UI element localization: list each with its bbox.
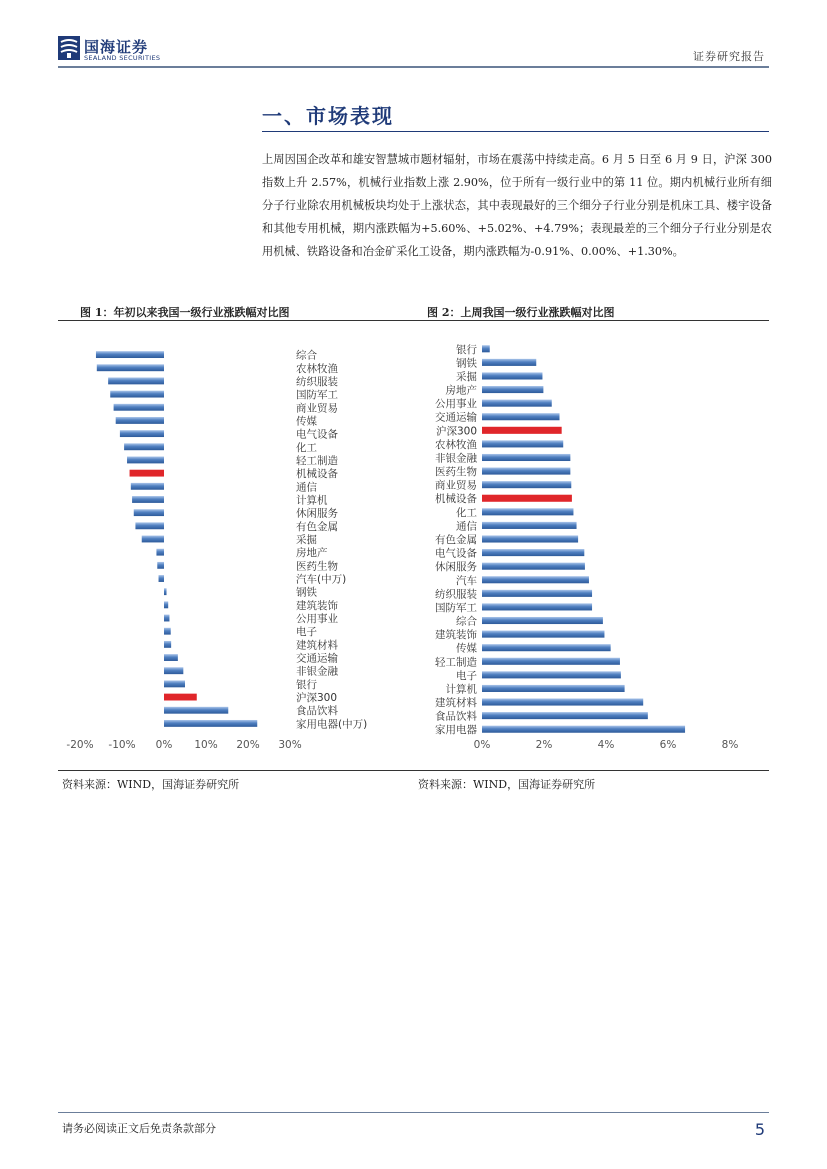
- x-tick-label: 4%: [597, 739, 615, 751]
- category-label: 化工: [456, 506, 477, 519]
- category-label: 公用事业: [296, 613, 338, 626]
- category-label: 轻工制造: [296, 454, 338, 467]
- category-label: 农林牧渔: [296, 362, 338, 375]
- x-tick-label: 10%: [194, 739, 218, 751]
- category-label: 商业贸易: [435, 479, 477, 492]
- category-label: 家用电器(中万): [296, 718, 368, 731]
- bar-电气设备: [482, 549, 584, 556]
- bar-国防军工: [482, 603, 592, 610]
- bar-食品饮料: [482, 712, 648, 719]
- category-label: 银行: [296, 678, 317, 691]
- category-label: 机械设备: [296, 468, 338, 481]
- footer-divider: [58, 1112, 769, 1113]
- category-label: 化工: [296, 441, 317, 454]
- brand-name-cn: 国海证券: [84, 38, 149, 56]
- figure-2-title: 图 2：上周我国一级行业涨跌幅对比图: [427, 306, 615, 319]
- figure-1-chart: [58, 330, 408, 755]
- category-label: 交通运输: [435, 411, 477, 424]
- category-label: 医药生物: [435, 466, 477, 479]
- figure-bottom-divider: [58, 770, 769, 771]
- figure-2-chart: [410, 330, 770, 755]
- category-label: 计算机: [296, 494, 328, 507]
- category-label: 农林牧渔: [435, 438, 477, 451]
- category-label: 机械设备: [435, 493, 477, 506]
- bar-公用事业: [164, 615, 169, 622]
- bar-通信: [131, 483, 164, 490]
- category-label: 交通运输: [296, 652, 338, 665]
- bar-传媒: [116, 417, 164, 424]
- bar-银行: [164, 680, 185, 687]
- bar-医药生物: [157, 562, 164, 569]
- category-label: 休闲服务: [435, 561, 477, 574]
- bar-综合: [482, 617, 603, 624]
- category-label: 电气设备: [296, 428, 338, 441]
- bar-电子: [164, 628, 171, 635]
- bar-钢铁: [482, 359, 536, 366]
- x-tick-label: -20%: [66, 739, 94, 751]
- disclaimer-note: 请务必阅读正文后免责条款部分: [62, 1122, 216, 1135]
- category-label: 综合: [296, 349, 317, 362]
- bar-轻工制造: [482, 658, 620, 665]
- bar-食品饮料: [164, 707, 228, 714]
- category-label: 休闲服务: [296, 507, 338, 520]
- category-label: 轻工制造: [435, 656, 477, 669]
- x-tick-label: 30%: [278, 739, 302, 751]
- bar-非银金融: [482, 454, 570, 461]
- category-label: 公用事业: [435, 398, 477, 411]
- bar-电气设备: [120, 430, 164, 437]
- figure-1-source: 资料来源：WIND，国海证券研究所: [62, 778, 240, 791]
- bar-房地产: [482, 386, 543, 393]
- bar-商业贸易: [482, 481, 571, 488]
- category-label: 建筑装饰: [435, 629, 477, 642]
- bar-纺织服装: [482, 590, 592, 597]
- category-label: 食品饮料: [296, 705, 338, 718]
- bar-建筑装饰: [482, 631, 604, 638]
- category-label: 沪深300: [296, 692, 338, 705]
- bar-医药生物: [482, 468, 570, 475]
- category-label: 综合: [456, 615, 477, 628]
- bar-银行: [482, 345, 490, 352]
- bar-汽车: [482, 576, 589, 583]
- x-tick-label: 20%: [236, 739, 260, 751]
- bar-农林牧渔: [482, 440, 563, 447]
- bar-家用电器: [482, 726, 685, 733]
- category-label: 非银金融: [296, 665, 338, 678]
- section-divider: [262, 131, 769, 132]
- category-label: 计算机: [445, 683, 477, 696]
- figure-2-source: 资料来源：WIND，国海证券研究所: [418, 778, 596, 791]
- bar-建筑材料: [164, 641, 171, 648]
- category-label: 有色金属: [435, 534, 477, 546]
- bar-休闲服务: [482, 563, 585, 570]
- bar-有色金属: [135, 522, 164, 529]
- brand-logo-icon: [58, 36, 80, 60]
- bar-农林牧渔: [97, 364, 164, 371]
- category-label: 汽车: [456, 574, 477, 587]
- category-label: 钢铁: [296, 586, 317, 599]
- x-tick-label: -10%: [108, 739, 136, 751]
- bar-机械设备: [482, 495, 572, 502]
- category-label: 建筑材料: [435, 697, 477, 710]
- page-number: 5: [754, 1120, 765, 1139]
- bar-化工: [482, 508, 573, 515]
- bar-建筑材料: [482, 699, 643, 706]
- bar-计算机: [132, 496, 164, 503]
- bar-化工: [124, 443, 164, 450]
- category-label: 通信: [296, 481, 317, 494]
- category-label: 沪深300: [435, 425, 477, 438]
- x-tick-label: 0%: [155, 739, 173, 751]
- bar-公用事业: [482, 400, 552, 407]
- bar-交通运输: [164, 654, 178, 661]
- doc-type: 证券研究报告: [693, 50, 765, 63]
- bar-沪深300: [164, 694, 197, 701]
- category-label: 银行: [456, 343, 477, 356]
- bar-汽车(中万): [159, 575, 164, 582]
- bar-交通运输: [482, 413, 560, 420]
- category-label: 通信: [456, 520, 477, 533]
- category-label: 建筑装饰: [296, 599, 338, 612]
- category-label: 家用电器: [435, 724, 477, 737]
- bar-钢铁: [164, 588, 167, 595]
- category-label: 食品饮料: [435, 710, 477, 723]
- category-label: 房地产: [445, 384, 477, 397]
- bar-通信: [482, 522, 577, 529]
- bar-房地产: [156, 549, 164, 556]
- bar-国防军工: [110, 391, 164, 398]
- category-label: 采掘: [456, 370, 477, 383]
- figure-1-title: 图 1：年初以来我国一级行业涨跌幅对比图: [80, 306, 290, 319]
- bar-机械设备: [130, 470, 164, 477]
- category-label: 传媒: [296, 415, 317, 428]
- category-label: 国防军工: [435, 601, 477, 614]
- category-label: 纺织服装: [296, 375, 338, 388]
- bar-商业贸易: [114, 404, 164, 411]
- bar-沪深300: [482, 427, 562, 434]
- category-label: 钢铁: [456, 357, 477, 370]
- section-title: 一、市场表现: [262, 104, 394, 128]
- x-tick-label: 6%: [659, 739, 677, 751]
- brand-name-en: SEALAND SECURITIES: [84, 54, 161, 62]
- bar-采掘: [142, 536, 164, 543]
- bar-建筑装饰: [164, 601, 168, 608]
- bar-综合: [96, 351, 164, 358]
- category-label: 医药生物: [296, 560, 338, 573]
- category-label: 建筑材料: [296, 639, 338, 652]
- x-tick-label: 8%: [721, 739, 739, 751]
- figure-top-divider: [58, 320, 769, 321]
- header-divider: [58, 66, 769, 68]
- category-label: 纺织服装: [435, 588, 477, 601]
- bar-纺织服装: [108, 378, 164, 385]
- bar-采掘: [482, 372, 542, 379]
- bar-轻工制造: [127, 457, 164, 464]
- category-label: 非银金融: [435, 452, 477, 465]
- category-label: 房地产: [296, 547, 328, 560]
- market-summary-paragraph: 上周因国企改革和雄安智慧城市题材辐射，市场在震荡中持续走高。6 月 5 日至 6 月 9 日，沪深 300 指数上升 2.57%，机械行业指数上涨 2.90%，位于所有一级行业中的第 11 位。期内机械行业所有细分子行业除农用机械板块均处于上涨状态，其中表现最好的三个细分子行业分别是机床工具、楼宇设备和其他专用机械，期内涨跌幅为+5.60%、+5.02%、+4.79%；表现最差的三个细分子行业分别是农用机械、铁路设备和冶金矿采化工设备，期内涨跌幅为-0.91%、0.00%、+1.30%。: [262, 153, 772, 258]
- category-label: 电子: [296, 626, 317, 639]
- category-label: 电子: [456, 669, 477, 682]
- bar-有色金属: [482, 535, 578, 542]
- category-label: 传媒: [456, 642, 477, 655]
- category-label: 电气设备: [435, 547, 477, 560]
- category-label: 有色金属: [296, 520, 338, 533]
- x-tick-label: 2%: [535, 739, 553, 751]
- bar-计算机: [482, 685, 625, 692]
- bar-家用电器(中万): [164, 720, 257, 727]
- bar-电子: [482, 671, 621, 678]
- bar-传媒: [482, 644, 611, 651]
- category-label: 汽车(中万): [296, 573, 347, 586]
- bar-非银金融: [164, 667, 183, 674]
- category-label: 采掘: [296, 534, 317, 546]
- category-label: 国防军工: [296, 389, 338, 402]
- category-label: 商业贸易: [296, 402, 338, 415]
- bar-休闲服务: [134, 509, 164, 516]
- x-tick-label: 0%: [473, 739, 491, 751]
